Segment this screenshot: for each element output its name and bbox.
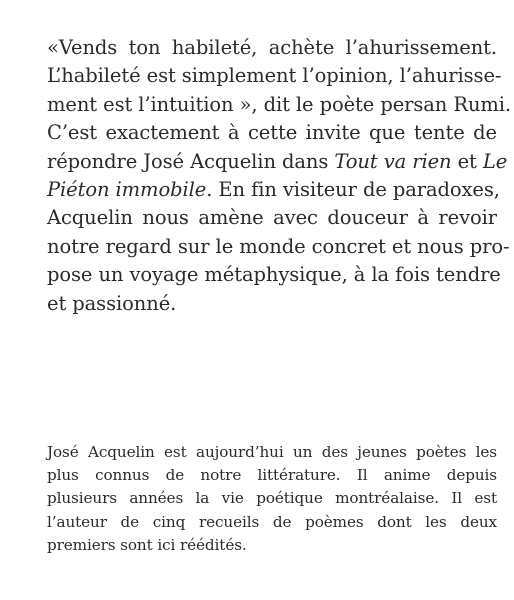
bio-line-3: plusieurs années la vie poétique montréalaise. Il est: [47, 489, 497, 508]
author-bio-paragraph: [47, 441, 497, 557]
blurb-text: . En fin visiteur de paradoxes,: [206, 178, 500, 202]
blurb-line-5: [47, 148, 508, 176]
book-title-le-pieton-immobile-part1: Le: [482, 149, 508, 173]
blurb-text: et: [451, 149, 483, 173]
blurb-line-4: C’est exactement à cette invite que tente de: [47, 121, 497, 145]
bio-line-2: plus connus de notre littérature. Il anime depuis: [47, 466, 497, 485]
bio-line-1: José Acquelin est aujourd’hui un des jeunes poètes les: [47, 443, 497, 461]
blurb-paragraph: [47, 34, 512, 318]
blurb-line-6: [47, 176, 500, 204]
blurb-line-3: ment est l’intuition », dit le poète persan Rumi.: [47, 92, 512, 116]
blurb-line-1: «Vends ton habileté, achète l’ahurissement.: [47, 36, 497, 59]
blurb-line-7: Acquelin nous amène avec douceur à revoir: [47, 206, 497, 230]
book-title-le-pieton-immobile-part2: Piéton immobile: [47, 178, 207, 202]
blurb-text: répondre José Acquelin dans: [47, 149, 335, 173]
bio-line-5: premiers sont ici réédités.: [47, 535, 247, 554]
bio-line-4: l’auteur de cinq recueils de poèmes dont les deux: [47, 512, 497, 531]
blurb-line-10: et passionné.: [47, 291, 177, 315]
book-title-tout-va-rien: Tout va rien: [334, 149, 452, 173]
blurb-line-9: pose un voyage métaphysique, à la fois tendre: [47, 263, 501, 287]
blurb-line-8: notre regard sur le monde concret et nous pro-: [47, 234, 510, 258]
blurb-line-2: L’habileté est simplement l’opinion, l’ahurisse-: [47, 64, 502, 88]
